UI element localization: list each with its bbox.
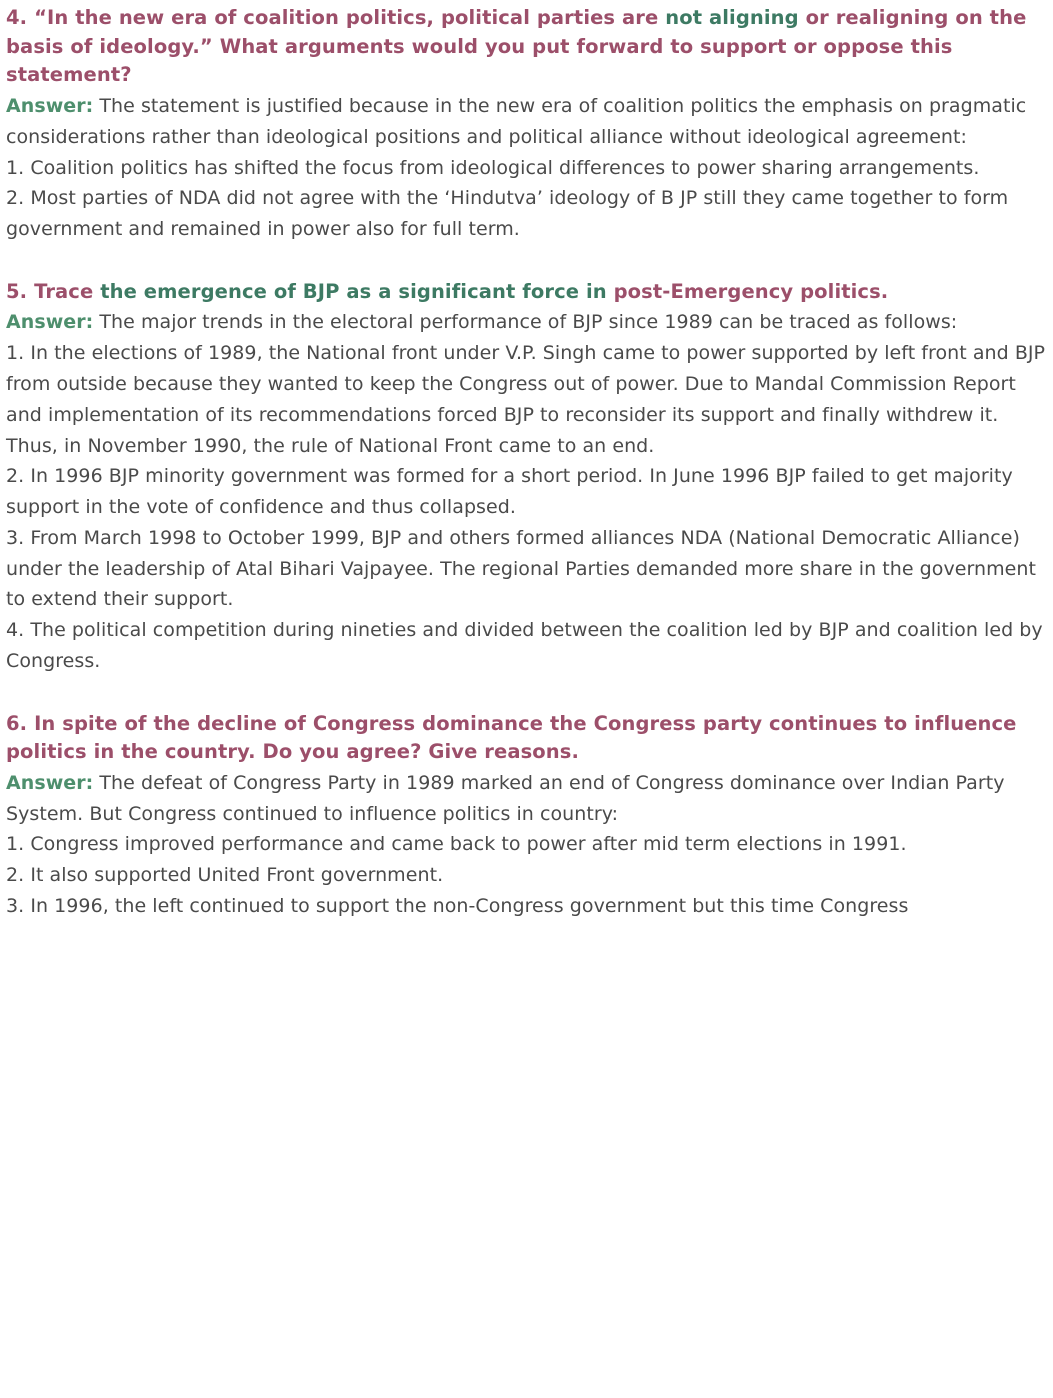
answer-text-5 (6, 307, 1047, 338)
answer-body: The defeat of Congress Party in 1989 marked an end of Congress dominance over Indian Party System. But Congress continued to influence politics in country: (6, 771, 1005, 825)
answer-point: 4. The political competition during nineties and divided between the coalition led by BJP and coalition led by Congress. (6, 619, 1043, 672)
answer-point: 2. It also supported United Front government. (6, 864, 444, 887)
answer-point: 1. Coalition politics has shifted the focus from ideological differences to power sharing arrangements. (6, 156, 980, 179)
answer-body: The major trends in the electoral performance of BJP since 1989 can be traced as follows: (93, 311, 958, 334)
question-text-6: 6. In spite of the decline of Congress dominance the Congress party continues to influence politics in the country. Do you agree? Give reasons. (6, 711, 1017, 764)
answer-label: Answer: (6, 311, 94, 334)
question-segment-highlight: the emergence of BJP as a significant force in (100, 279, 614, 303)
question-block-4 (6, 4, 1047, 245)
answer-point: 1. In the elections of 1989, the National front under V.P. Singh came to power supported by left front and BJP from outside because they wanted to keep the Congress out of power. Due to Mandal Commission Report and implementation of its recommendations forced BJP to reconsider its support and finally withdrew it. Thus, in November 1990, the rule of National Front came to an end. (6, 342, 1046, 457)
answer-text-6 (6, 768, 1047, 830)
answer-text-4 (6, 91, 1047, 153)
question-segment: 4. “In the new era of coalition politics, political parties are (6, 6, 666, 29)
answer-point: 3. From March 1998 to October 1999, BJP and others formed alliances NDA (National Democratic Alliance) under the leadership of Atal Bihari Vajpayee. The regional Parties demanded more share in the government to extend their support. (6, 526, 1037, 611)
answer-point: 3. In 1996, the left continued to support the non-Congress government but this time Congress (6, 895, 909, 918)
answer-body: The statement is justified because in the new era of coalition politics the emphasis on pragmatic considerations rather than ideological positions and political alliance without ideological agreement: (6, 94, 1027, 148)
question-segment-highlight: not aligning (665, 6, 806, 29)
question-block-6 (6, 710, 1047, 922)
question-segment: post-Emergency politics. (613, 279, 889, 303)
question-text-4 (6, 4, 1047, 90)
answer-point: 1. Congress improved performance and came back to power after mid term elections in 1991. (6, 833, 907, 856)
question-segment: or realigning on the basis of ideology.” What arguments would you put forward to support or oppose this statement? (6, 6, 1027, 87)
question-segment: 5. Trace (6, 279, 101, 303)
answer-point: 2. Most parties of NDA did not agree with the ‘Hindutva’ ideology of B JP still they came together to form government and remained in power also for full term. (6, 187, 1009, 241)
question-text-5 (6, 278, 1047, 307)
answer-label: Answer: (6, 771, 94, 794)
block-spacer (6, 245, 1047, 278)
answer-point: 2. In 1996 BJP minority government was formed for a short period. In June 1996 BJP failed to get majority support in the vote of confidence and thus collapsed. (6, 465, 1013, 519)
block-spacer (6, 677, 1047, 710)
answer-label: Answer: (6, 94, 94, 117)
question-block-5 (6, 278, 1047, 677)
